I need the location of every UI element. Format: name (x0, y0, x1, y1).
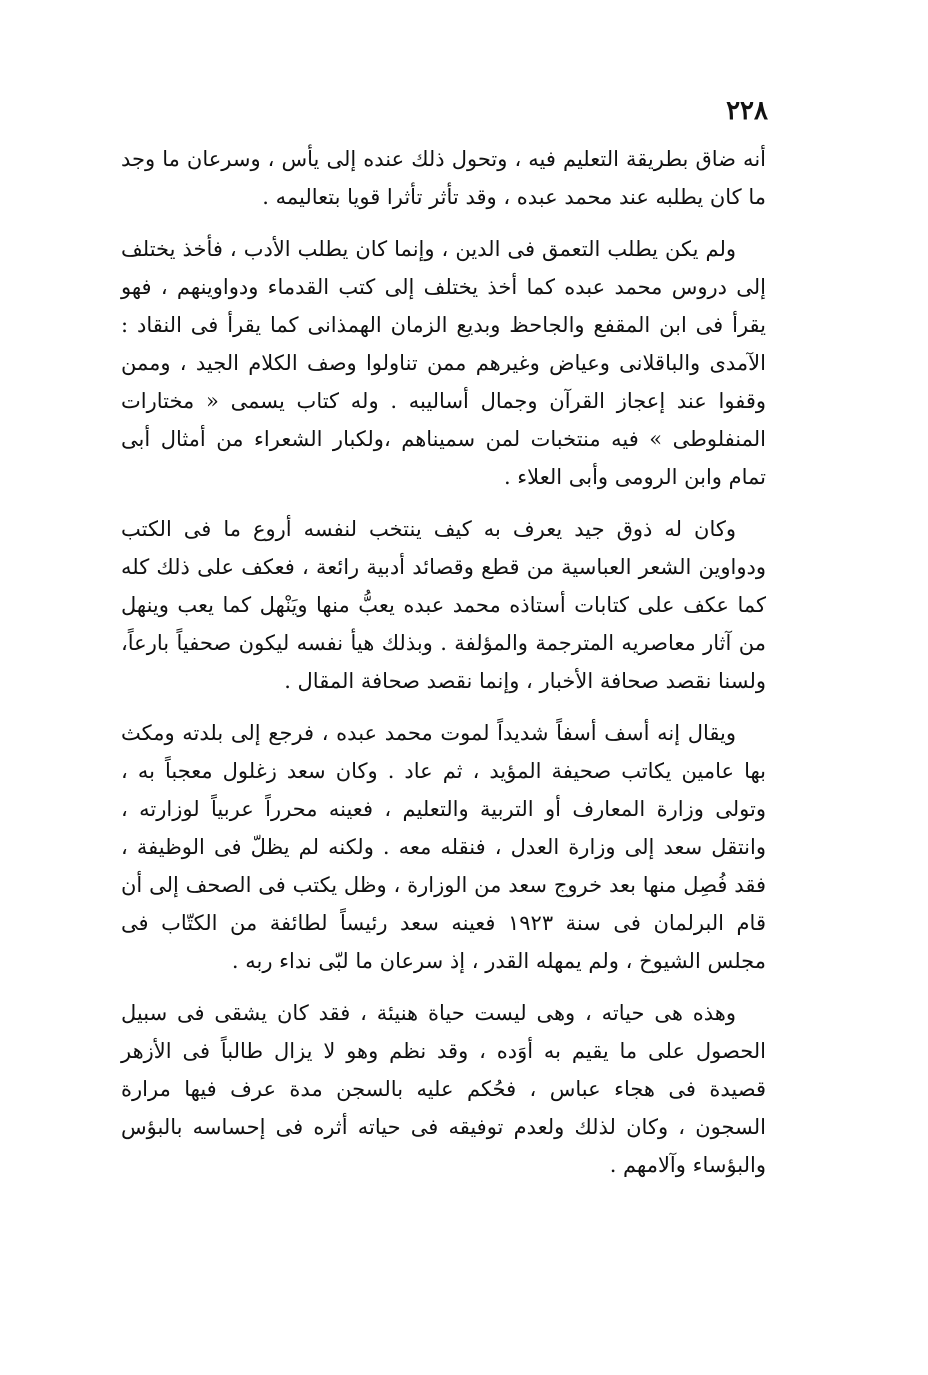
paragraph-1: أنه ضاق بطريقة التعليم فيه ، وتحول ذلك عنده إلى يأس ، وسرعان ما وجد ما كان يطلبه عند محمد عبده ، وقد تأثر تأثرا قويا بتعاليمه . (121, 147, 766, 209)
page-number: ٢٢٨ (726, 96, 768, 126)
paragraph-4: ويقال إنه أسف أسفاً شديداً لموت محمد عبده ، فرجع إلى بلدته ومكث بها عامين يكاتب صحيفة المؤيد ، ثم عاد . وكان سعد زغلول معجباً به ، وتولى وزارة المعارف أو التربية والتعليم ، فعينه محرراً عربياً لوزارته ، وانتقل سعد إلى وزارة العدل ، فنقله معه . ولكنه لم يظلّ فى الوظيفة ، فقد فُصِل منها بعد خروج سعد من الوزارة ، وظل يكتب فى الصحف إلى أن قام البرلمان فى سنة ١٩٢٣ فعينه سعد رئيساً لطائفة من الكتّاب فى مجلس الشيوخ ، ولم يمهله القدر ، إذ سرعان ما لبّى نداء ربه . (121, 721, 766, 973)
paragraph-2: ولم يكن يطلب التعمق فى الدين ، وإنما كان يطلب الأدب ، فأخذ يختلف إلى دروس محمد عبده كما أخذ يختلف إلى كتب القدماء ودواوينهم ، فهو يقرأ فى ابن المقفع والجاحظ وبديع الزمان الهمذانى كما يقرأ فى النقاد : الآمدى والباقلانى وعياض وغيرهم ممن تناولوا وصف الكلام الجيد ، وممن وقفوا عند إعجاز القرآن وجمال أساليبه . وله كتاب يسمى « مختارات المنفلوطى » فيه منتخبات لمن سميناهم ،ولكبار الشعراء من أمثال أبى تمام وابن الرومى وأبى العلاء . (121, 237, 766, 489)
paragraph-5: وهذه هى حياته ، وهى ليست حياة هنيئة ، فقد كان يشقى فى سبيل الحصول على ما يقيم به أوَده ، وقد نظم وهو لا يزال طالباً فى الأزهر قصيدة فى هجاء عباس ، فحُكم عليه بالسجن مدة عرف فيها مرارة السجون ، وكان لذلك ولعدم توفيقه فى حياته أثره فى إحساسه بالبؤس والبؤساء وآلامهم . (121, 1001, 766, 1177)
body-text (121, 140, 766, 1198)
paragraph-3: وكان له ذوق جيد يعرف به كيف ينتخب لنفسه أروع ما فى الكتب ودواوين الشعر العباسية من قطع وقصائد أدبية رائعة ، فعكف على ذلك كله كما عكف على كتابات أستاذه محمد عبده يعبُّ منها ويَنْهل كما يعب وينهل من آثار معاصريه المترجمة والمؤلفة . وبذلك هيأ نفسه ليكون صحفياً بارعاً، ولسنا نقصد صحافة الأخبار ، وإنما نقصد صحافة المقال . (121, 517, 766, 693)
